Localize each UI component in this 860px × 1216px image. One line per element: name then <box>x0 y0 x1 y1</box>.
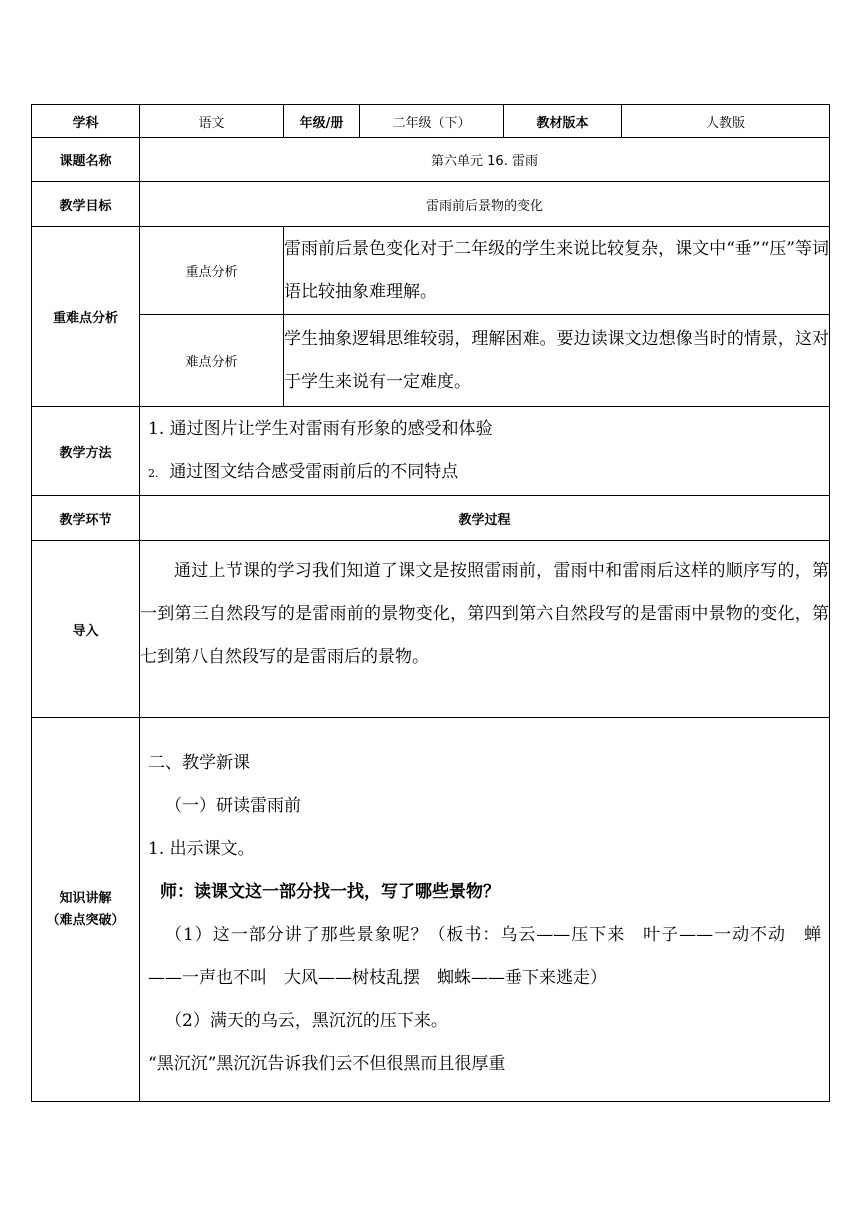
knowledge-label <box>32 718 140 1102</box>
topic-value: 第六单元 16. 雷雨 <box>140 138 830 182</box>
topic-row <box>32 138 830 182</box>
goal-label: 教学目标 <box>32 182 140 227</box>
method-item-2 <box>140 451 829 495</box>
goal-row <box>32 182 830 227</box>
key-point-row <box>32 227 830 315</box>
method-item-1: 1. 通过图片让学生对雷雨有形象的感受和体验 <box>148 418 493 439</box>
goal-value: 雷雨前后景物的变化 <box>140 182 830 227</box>
intro-row <box>32 541 830 718</box>
grade-value: 二年级（下） <box>360 105 504 138</box>
lesson-plan-table <box>31 104 830 1102</box>
knowledge-line-7: “黑沉沉”黑沉沉告诉我们云不但很黑而且很厚重 <box>148 1054 506 1074</box>
method-item-2-number: 2. <box>148 466 159 480</box>
analysis-label: 重难点分析 <box>32 227 140 407</box>
knowledge-line-4: 师：读课文这一部分找一找，写了哪些景物？ <box>160 882 500 902</box>
knowledge-line-6: （2）满天的乌云，黑沉沉的压下来。 <box>165 1011 448 1031</box>
method-item-2-text: 通过图文结合感受雷雨前后的不同特点 <box>169 461 459 482</box>
edition-label: 教材版本 <box>504 105 622 138</box>
topic-label: 课题名称 <box>32 138 140 182</box>
stage-header: 教学环节 <box>32 496 140 541</box>
method-content <box>140 407 830 496</box>
intro-text: 通过上节课的学习我们知道了课文是按照雷雨前，雷雨中和雷雨后这样的顺序写的，第一到第三自然段写的是雷雨前的景物变化，第四到第六自然段写的是雷雨中景物的变化，第七到第八自然段写的是雷雨后的景物。 <box>140 541 830 718</box>
grade-label: 年级/册 <box>284 105 360 138</box>
key-point-text: 雷雨前后景色变化对于二年级的学生来说比较复杂，课文中“垂”“压”等词语比较抽象难理解。 <box>284 227 830 315</box>
knowledge-label-line2: （难点突破） <box>46 912 125 928</box>
method-label: 教学方法 <box>32 407 140 496</box>
key-point-label: 重点分析 <box>140 227 284 315</box>
knowledge-line-1: 二、教学新课 <box>148 753 250 773</box>
knowledge-line-2: （一）研读雷雨前 <box>165 796 301 816</box>
knowledge-line-3: 1. 出示课文。 <box>148 839 255 859</box>
process-header-row <box>32 496 830 541</box>
process-header: 教学过程 <box>140 496 830 541</box>
difficulty-row <box>32 315 830 407</box>
difficulty-label: 难点分析 <box>140 315 284 407</box>
knowledge-label-line1: 知识讲解 <box>59 890 112 906</box>
knowledge-row <box>32 718 830 1102</box>
difficulty-text: 学生抽象逻辑思维较弱，理解困难。要边读课文边想像当时的情景，这对于学生来说有一定难度。 <box>284 315 830 407</box>
knowledge-line-5: （1）这一部分讲了那些景象呢？（板书：乌云——压下来 叶子——一动不动 蝉——一声也不叫 大风——树枝乱摆 蜘蛛——垂下来逃走） <box>148 925 821 988</box>
intro-label: 导入 <box>32 541 140 718</box>
subject-value: 语文 <box>140 105 284 138</box>
edition-value: 人教版 <box>622 105 830 138</box>
header-row <box>32 105 830 138</box>
subject-label: 学科 <box>32 105 140 138</box>
method-row <box>32 407 830 496</box>
knowledge-content <box>140 718 830 1102</box>
